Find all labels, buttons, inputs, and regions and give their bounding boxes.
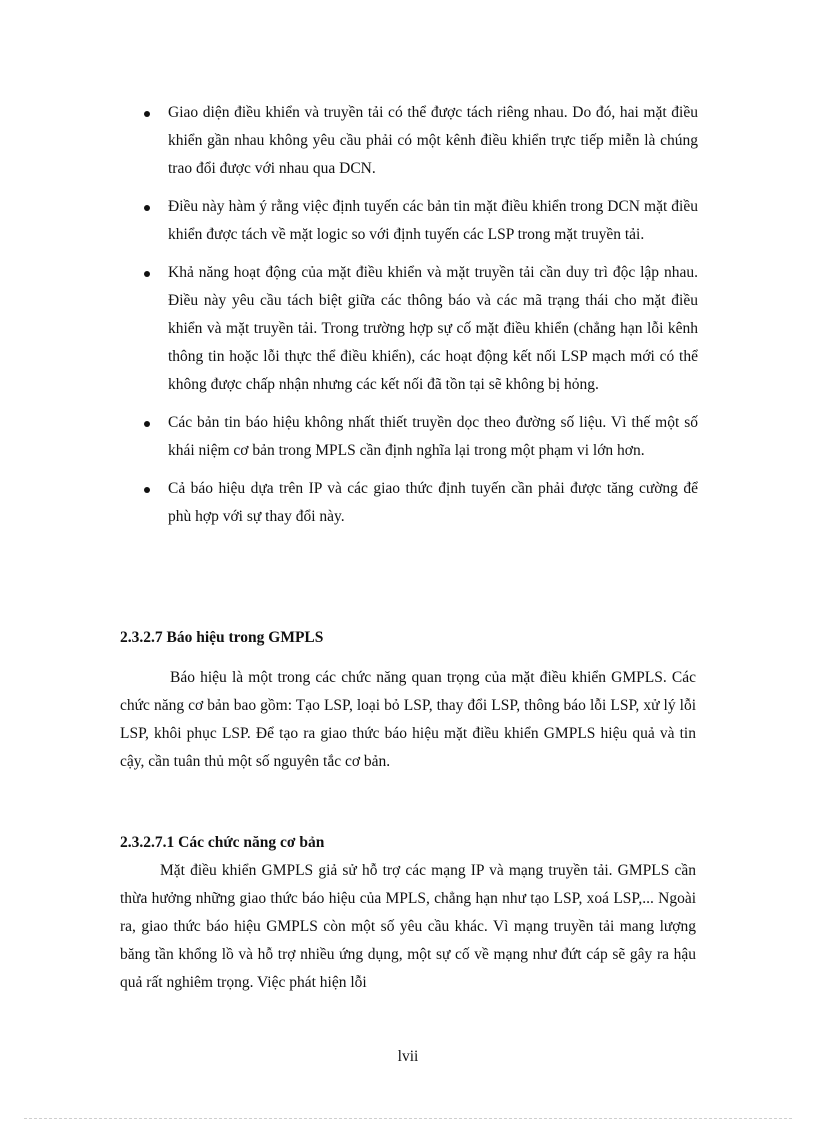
bullet-item: [142, 193, 698, 249]
subsection-paragraph-text: Mặt điều khiển GMPLS giả sử hỗ trợ các mạng IP và mạng truyền tải. GMPLS cần thừa hưởng những giao thức báo hiệu của MPLS, chẳng hạn như tạo LSP, xoá LSP,... Ngoài ra, giao thức báo hiệu GMPLS còn một số yêu cầu khác. Vì mạng truyền tải mang lượng băng tần khổng lồ và hỗ trợ nhiều ứng dụng, một sự cố về mạng như đứt cáp sẽ gây ra hậu quả rất nghiêm trọng. Việc phát hiện lỗi: [120, 862, 696, 991]
bullet-item: [142, 99, 698, 183]
bullet-item: [142, 259, 698, 399]
bullet-dot-icon: [144, 205, 150, 211]
bullet-dot-icon: [144, 421, 150, 427]
section-paragraph-text: Báo hiệu là một trong các chức năng quan trọng của mặt điều khiển GMPLS. Các chức năng cơ bản bao gồm: Tạo LSP, loại bỏ LSP, thay đổi LSP, thông báo lỗi LSP, xử lý lỗi LSP, khôi phục LSP. Để tạo ra giao thức báo hiệu mặt điều khiển GMPLS hiệu quả và tin cậy, cần tuân thủ một số nguyên tắc cơ bản.: [120, 669, 696, 770]
bullet-text: Cả báo hiệu dựa trên IP và các giao thức định tuyến cần phải được tăng cường để phù hợp với sự thay đổi này.: [168, 480, 698, 525]
page-border-line: [24, 1118, 792, 1119]
bullet-text: Giao diện điều khiển và truyền tải có thể được tách riêng nhau. Do đó, hai mặt điều khiển gần nhau không yêu cầu phải có một kênh điều khiển trực tiếp miễn là chúng trao đổi được với nhau qua DCN.: [168, 104, 698, 177]
bullet-item: [142, 475, 698, 531]
page-number: lvii: [397, 1048, 419, 1065]
subsection-heading: 2.3.2.7.1 Các chức năng cơ bản: [120, 834, 325, 851]
section-paragraph: [120, 664, 696, 776]
subsection-paragraph: [120, 857, 696, 997]
section-heading: 2.3.2.7 Báo hiệu trong GMPLS: [120, 629, 324, 646]
bullet-text: Khả năng hoạt động của mặt điều khiển và mặt truyền tải cần duy trì độc lập nhau. Điều này yêu cầu tách biệt giữa các thông báo và các mã trạng thái cho mặt điều khiển và mặt truyền tải. Trong trường hợp sự cố mặt điều khiển (chẳng hạn lỗi kênh thông tin hoặc lỗi thực thể điều khiển), các hoạt động kết nối LSP mạch mới có thể không được chấp nhận nhưng các kết nối đã tồn tại sẽ không bị hỏng.: [168, 264, 698, 393]
bullet-text: Điều này hàm ý rằng việc định tuyến các bản tin mặt điều khiển trong DCN mặt điều khiển được tách về mặt logic so với định tuyến các LSP trong mặt truyền tải.: [168, 198, 698, 243]
bullet-item: [142, 409, 698, 465]
bullet-dot-icon: [144, 271, 150, 277]
bullet-dot-icon: [144, 111, 150, 117]
bullet-text: Các bản tin báo hiệu không nhất thiết truyền dọc theo đường số liệu. Vì thế một số khái niệm cơ bản trong MPLS cần định nghĩa lại trong một phạm vi lớn hơn.: [168, 414, 698, 459]
bullet-dot-icon: [144, 487, 150, 493]
bullet-list: [142, 99, 698, 541]
